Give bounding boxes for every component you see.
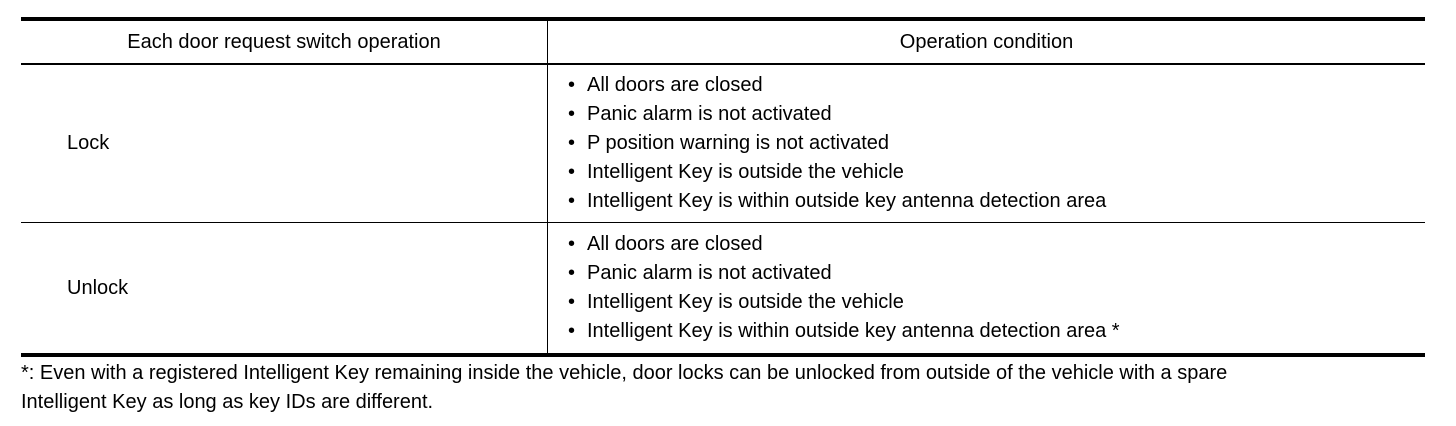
table-header-row [21, 19, 1425, 64]
footnote-line-2: Intelligent Key as long as key IDs are different. [21, 391, 434, 413]
bullet-icon: • [568, 262, 576, 284]
footnote [21, 359, 1441, 417]
operation-cell-lock: Lock [21, 64, 548, 223]
list-item: • All doors are closed [568, 71, 1425, 100]
list-item: • P position warning is not activated [568, 129, 1425, 158]
list-item: • Intelligent Key is outside the vehicle [568, 158, 1425, 187]
header-condition: Operation condition [899, 30, 1074, 53]
door-request-switch-table [21, 17, 1425, 357]
condition-cell-unlock [548, 223, 1426, 356]
header-operation: Each door request switch operation [21, 19, 548, 64]
operation-cell-unlock: Unlock [21, 223, 548, 356]
table-row-unlock [21, 223, 1425, 356]
bullet-icon: • [568, 103, 576, 125]
list-item: • Panic alarm is not activated [568, 100, 1425, 129]
table-row-lock [21, 64, 1425, 223]
bullet-icon: • [568, 161, 576, 183]
list-item: • Intelligent Key is within outside key antenna detection area [568, 187, 1425, 216]
operation-table [21, 17, 1425, 357]
list-item: • Panic alarm is not activated [568, 259, 1425, 288]
footnote-line-1: *: Even with a registered Intelligent Key remaining inside the vehicle, door locks can be unlocked from outside of the vehicle with a spare [21, 362, 1228, 384]
condition-list-lock [548, 71, 1425, 216]
bullet-icon: • [568, 320, 576, 342]
bullet-icon: • [568, 132, 576, 154]
condition-list-unlock [548, 230, 1425, 346]
bullet-icon: • [568, 74, 576, 96]
list-item: • Intelligent Key is outside the vehicle [568, 288, 1425, 317]
bullet-icon: • [568, 291, 576, 313]
list-item: • All doors are closed [568, 230, 1425, 259]
bullet-icon: • [568, 233, 576, 255]
list-item: • Intelligent Key is within outside key antenna detection area * [568, 317, 1425, 346]
bullet-icon: • [568, 190, 576, 212]
condition-cell-lock [548, 64, 1426, 223]
